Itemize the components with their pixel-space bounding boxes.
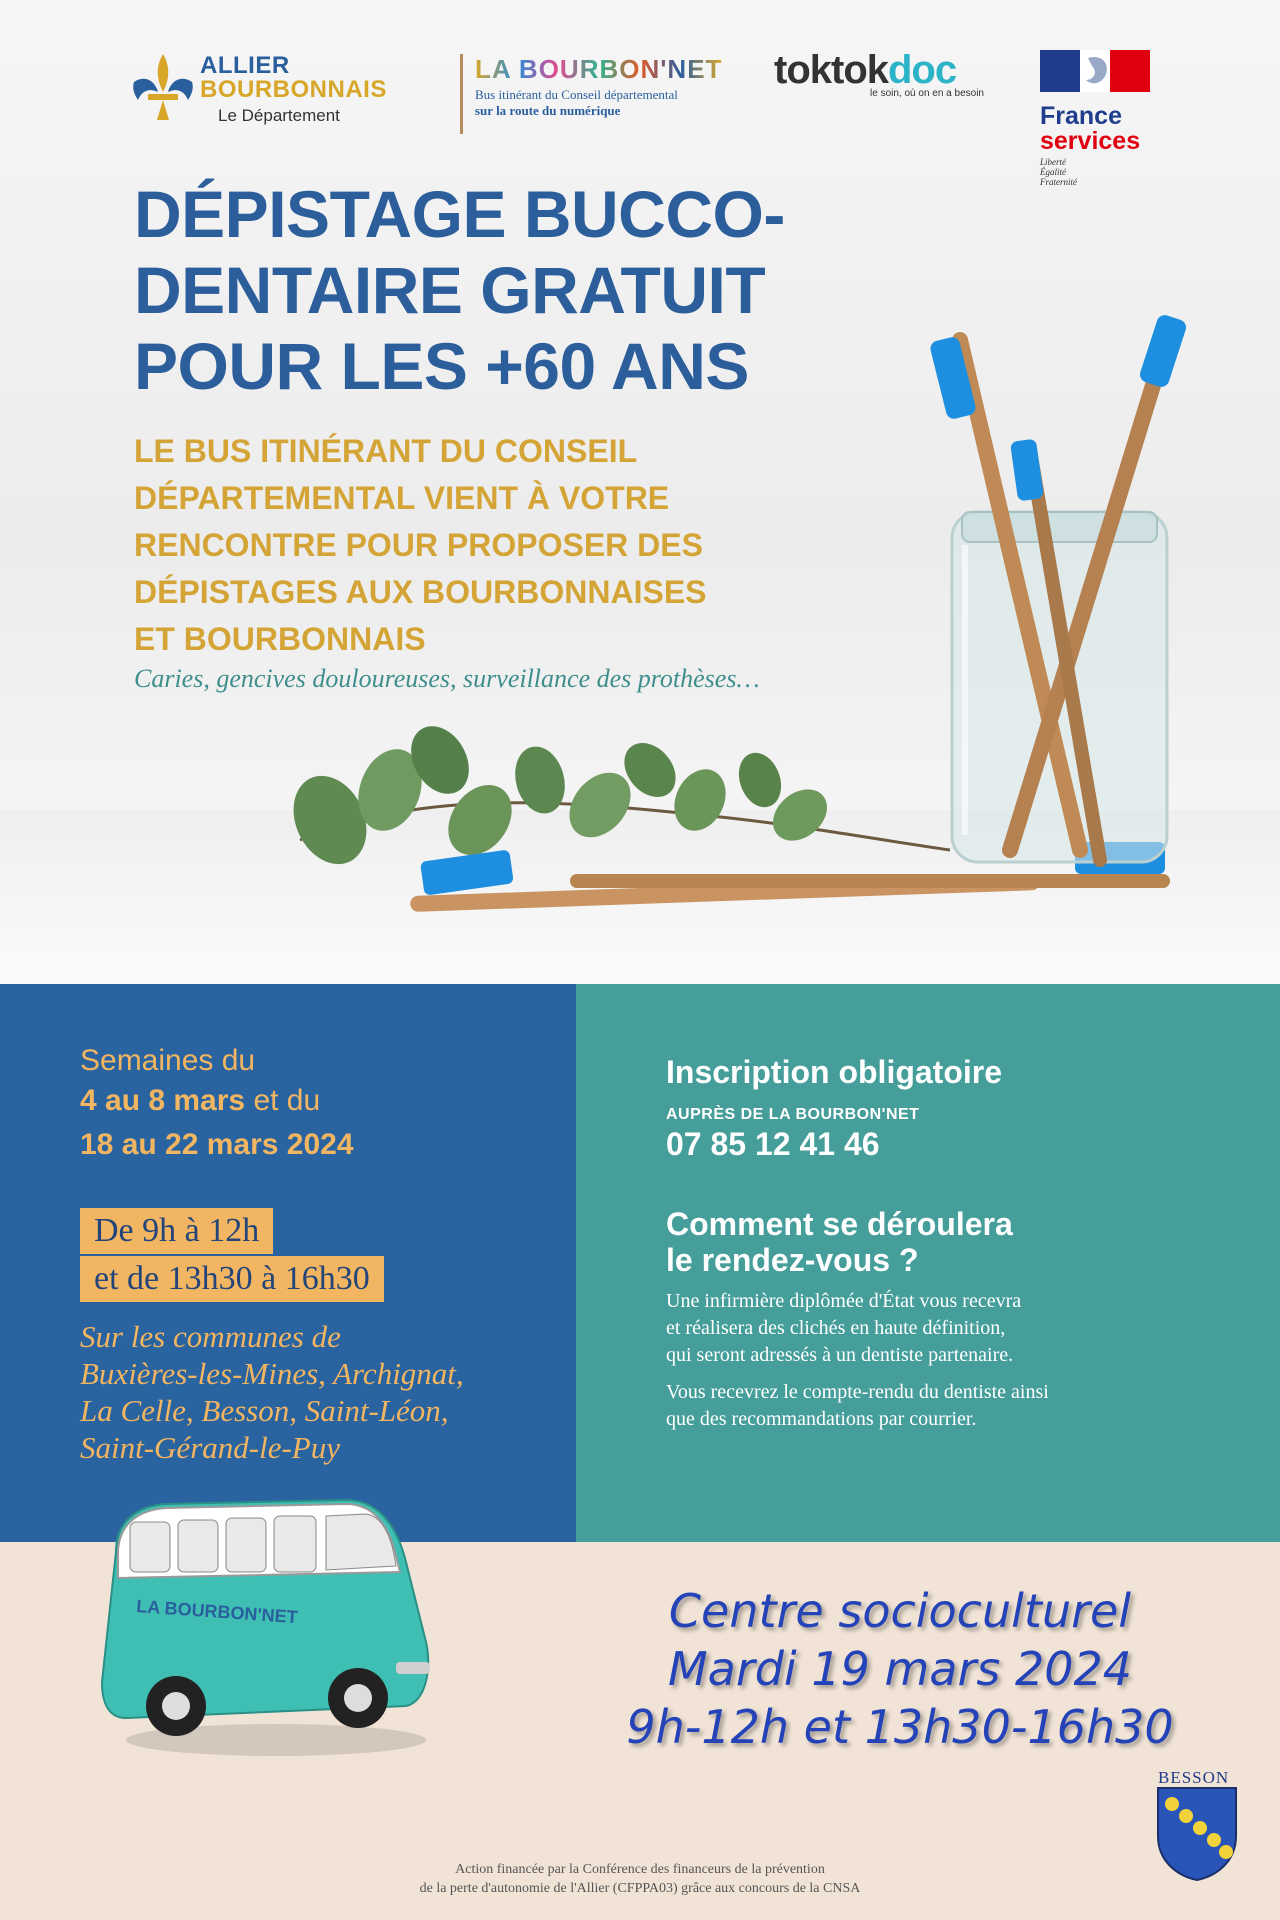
registration-panel	[576, 984, 1280, 1542]
allier-bourbonnais-logo	[128, 48, 428, 138]
hours-morning: De 9h à 12h	[80, 1208, 273, 1254]
event-date: Mardi 19 mars 2024	[667, 1642, 1133, 1696]
weeks-first: 4 au 8 mars et du	[80, 1084, 321, 1117]
fleur-de-lis-icon	[128, 48, 198, 128]
besson-coat-of-arms-icon	[1156, 1786, 1238, 1882]
weeks-second: 18 au 22 mars 2024	[80, 1128, 354, 1161]
registration-title: Inscription obligatoire	[666, 1054, 1003, 1090]
france-services-logo	[1040, 50, 1160, 190]
doc-text: doc	[888, 48, 957, 92]
partner-logos	[0, 40, 1280, 190]
how-it-works-title: Comment se déroulera le rendez-vous ?	[666, 1206, 1013, 1278]
schedule-panel	[0, 984, 576, 1542]
eucalyptus-branch	[280, 716, 950, 876]
how-it-works-paragraph-2: Vous recevrez le compte-rendu du dentiste ainsi que des recommandations par courrier.	[666, 1381, 1049, 1430]
allier-text: ALLIER	[200, 52, 290, 79]
weeks-intro: Semaines du	[80, 1044, 256, 1077]
besson-label: BESSON	[1158, 1768, 1230, 1787]
bourbonnet-title: LA BOURBON'NET	[475, 54, 723, 84]
bourbonnet-subtitle: Bus itinérant du Conseil départemental	[475, 87, 678, 102]
tagline: Caries, gencives douloureuses, surveillance des prothèses…	[134, 664, 760, 693]
republic-motto: Liberté Égalité Fraternité	[1040, 157, 1077, 187]
phone-number[interactable]: 07 85 12 41 46	[666, 1126, 880, 1162]
event-hours: 9h-12h et 13h30-16h30	[626, 1700, 1174, 1754]
hours-afternoon: et de 13h30 à 16h30	[80, 1256, 384, 1302]
bourbonnet-subtitle-bold: sur la route du numérique	[475, 103, 621, 118]
toktokdoc-logo	[774, 50, 994, 110]
toktokdoc-tagline: le soin, où on en a besoin	[870, 88, 984, 99]
services-text: services	[1040, 127, 1141, 155]
france-text: France	[1040, 102, 1122, 130]
main-title: DÉPISTAGE BUCCO- DENTAIRE GRATUIT POUR LES +60 ANS	[134, 177, 785, 403]
event-details	[620, 1582, 1180, 1756]
event-location: Centre socioculturel	[668, 1584, 1132, 1638]
bus-illustration	[96, 1492, 436, 1762]
event-section	[0, 1542, 1280, 1920]
toktok-text: toktok	[774, 48, 888, 92]
marianne-flag-icon	[1040, 50, 1150, 92]
communes-list: Sur les communes de Buxières-les-Mines, Archignat, La Celle, Besson, Saint-Léon, Saint-Gérand-le-Puy	[80, 1319, 464, 1465]
bourbonnais-text: BOURBONNAIS	[200, 76, 387, 103]
subtitle: LE BUS ITINÉRANT DU CONSEIL DÉPARTEMENTAL VIENT À VOTRE RENCONTRE POUR PROPOSER DES DÉPISTAGES AUX BOURBONNAISES ET BOURBONNAIS	[134, 433, 707, 657]
departement-text: Le Département	[218, 106, 340, 125]
registration-sub: AUPRÈS DE LA BOURBON'NET	[666, 1106, 920, 1123]
funding-footer: Action financée par la Conférence des financeurs de la prévention de la perte d'autonomie de l'Allier (CFPPA03) grâce aux concours de la CNSA	[419, 1862, 861, 1896]
la-bourbonnet-logo	[460, 54, 745, 134]
bus-label: LA BOURBON'NET	[135, 1596, 299, 1628]
how-it-works-paragraph-1: Une infirmière diplômée d'État vous recevra et réalisera des clichés en haute définition, qui seront adressés à un dentiste partenaire.	[666, 1290, 1022, 1366]
